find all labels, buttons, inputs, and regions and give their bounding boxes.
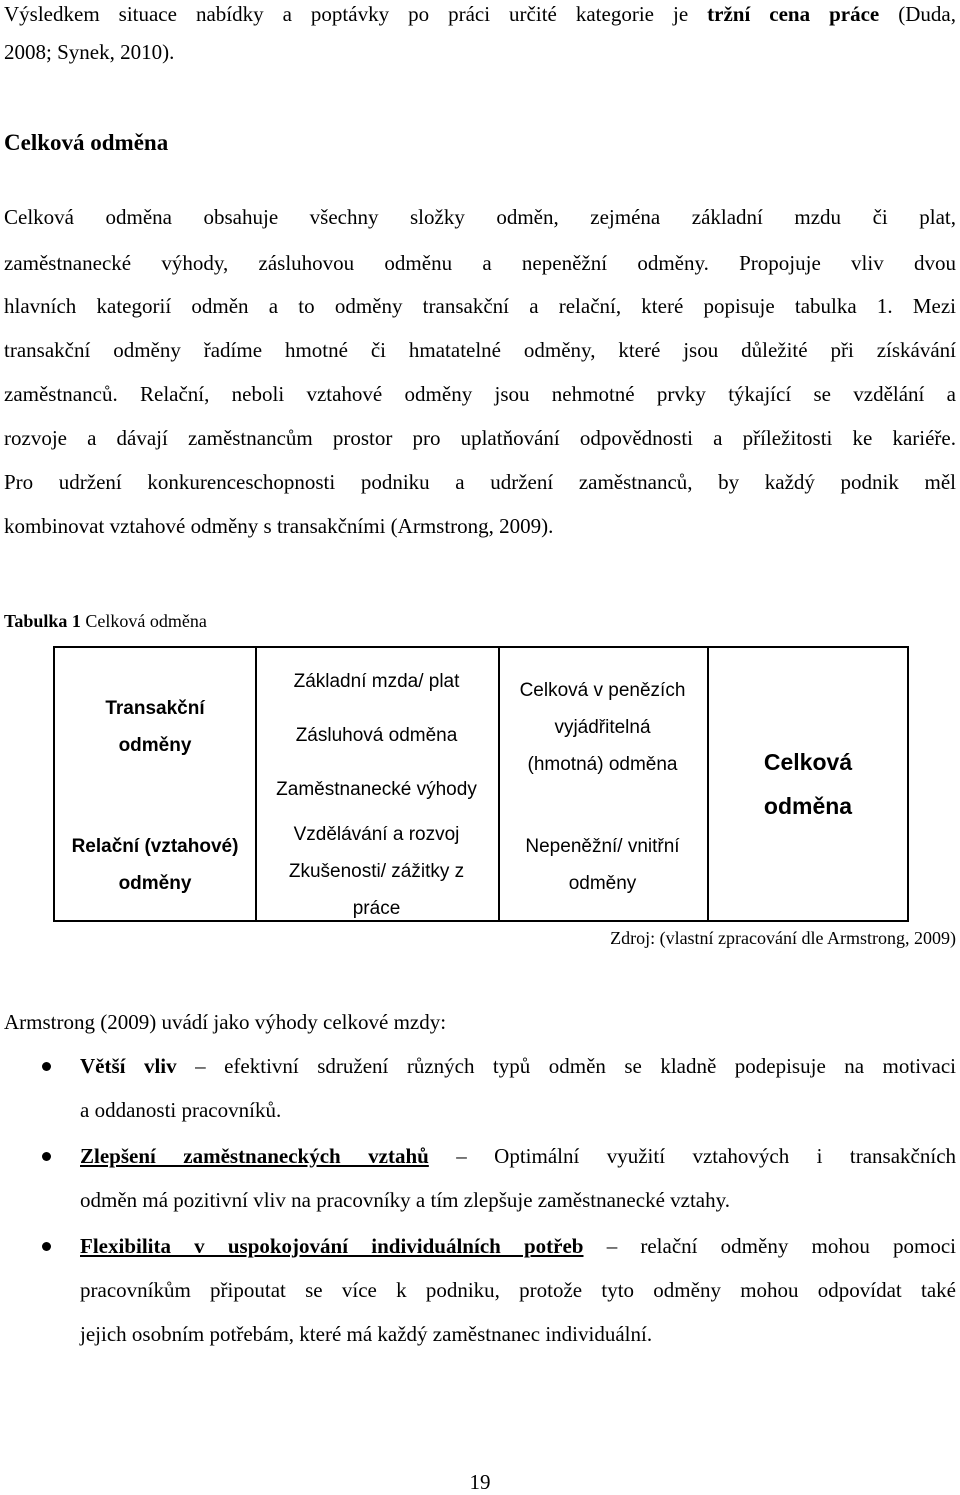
bullet-2-text: – Optimální využití vztahových i transakčních (456, 1144, 957, 1168)
paragraph-line: hlavních kategorií odměn a to odměny transakční a relační, které popisuje tabulka 1. Mezi (4, 294, 956, 318)
paragraph-line: kombinovat vztahové odměny s transakčními (Armstrong, 2009). (4, 514, 554, 538)
nonmonetary-reward-1: Nepeněžní/ vnitřní (525, 836, 680, 857)
intro-text: Výsledkem situace nabídky a poptávky po práci určité kategorie je (4, 2, 689, 26)
monetary-reward-3: (hmotná) odměna (527, 754, 678, 775)
item-education: Vzdělávání a rozvoj (293, 824, 460, 845)
bullet-3-line-2: pracovníkům připoutat se více k podniku, protože tyto odměny mohou odpovídat také (80, 1278, 956, 1302)
paragraph-line: zaměstnanců. Relační, neboli vztahové odměny jsou nehmotné prvky týkající se vzdělání a (4, 382, 956, 406)
bullet-3-title: Flexibilita v uspokojování individuálních potřeb (80, 1234, 584, 1258)
bullet-icon (42, 1062, 51, 1071)
item-base-pay: Základní mzda/ plat (293, 671, 460, 692)
bullet-1-line-1 (80, 1054, 956, 1078)
intro-line-2: 2008; Synek, 2010). (4, 40, 175, 64)
total-reward-2: odměna (763, 793, 853, 819)
item-experience-cont: práce (352, 898, 401, 919)
bullet-3-line-3: jejich osobním potřebám, které má každý zaměstnanec individuální. (80, 1322, 653, 1346)
page-number: 19 (469, 1470, 491, 1494)
paragraph-line: transakční odměny řadíme hmotné či hmatatelné odměny, které jsou důležité při získávání (4, 338, 956, 362)
item-merit-pay: Zásluhová odměna (295, 725, 458, 746)
bullet-1-title: Větší vliv (80, 1054, 177, 1078)
intro-line-1 (4, 2, 956, 26)
monetary-reward-2: vyjádřitelná (554, 717, 651, 738)
bullet-2-line-1 (80, 1144, 956, 1168)
bullet-icon (42, 1242, 51, 1251)
bullet-2-title: Zlepšení zaměstnaneckých vztahů (80, 1144, 429, 1168)
bullet-1-line-2: a oddanosti pracovníků. (80, 1098, 282, 1122)
nonmonetary-reward (498, 828, 707, 902)
transactional-label-1: Transakční (105, 698, 205, 719)
relational-label (55, 828, 255, 902)
list-intro: Armstrong (2009) uvádí jako výhody celkové mzdy: (4, 1010, 447, 1034)
item-experience: Zkušenosti/ zážitky z (288, 861, 465, 882)
transactional-label-2: odměny (118, 735, 192, 756)
bullet-2-line-2: odměn má pozitivní vliv na pracovníky a tím zlepšuje zaměstnanecké vztahy. (80, 1188, 731, 1212)
bullet-icon (42, 1152, 51, 1161)
table-caption-text: Celková odměna (85, 611, 207, 631)
bullet-3-line-1 (80, 1234, 956, 1258)
paragraph-line: zaměstnanecké výhody, zásluhovou odměnu a nepeněžní odměny. Propojuje vliv dvou (4, 251, 956, 275)
bullet-1-text: – efektivní sdružení různých typů odměn se kladně podepisuje na motivaci (195, 1054, 957, 1078)
total-reward-1: Celková (763, 749, 853, 775)
monetary-reward (498, 672, 707, 783)
relational-label-2: odměny (118, 873, 192, 894)
intangible-items (255, 816, 498, 927)
table-caption-label: Tabulka 1 (4, 611, 81, 631)
paragraph-line: rozvoje a dávají zaměstnancům prostor pro uplatňování odpovědnosti a příležitosti ke kariéře. (4, 426, 956, 450)
paragraph-line: Pro udržení konkurenceschopnosti podniku a udržení zaměstnanců, by každý podnik měl (4, 470, 956, 494)
intro-bold-term: tržní cena práce (707, 2, 880, 26)
relational-label-1: Relační (vztahové) (71, 836, 239, 857)
bullet-3-text: – relační odměny mohou pomoci (606, 1234, 957, 1258)
intro-citation: (Duda, (898, 2, 956, 26)
total-reward (707, 740, 909, 828)
transactional-label (55, 690, 255, 764)
monetary-reward-1: Celková v penězích (519, 680, 686, 701)
nonmonetary-reward-2: odměny (568, 873, 637, 894)
tangible-items (255, 655, 498, 817)
paragraph-line: Celková odměna obsahuje všechny složky odměn, zejména základní mzdu či plat, (4, 205, 956, 229)
item-benefits: Zaměstnanecké výhody (276, 779, 477, 800)
table-caption (4, 609, 207, 633)
table-source: Zdroj: (vlastní zpracování dle Armstrong, 2009) (610, 928, 956, 948)
section-heading: Celková odměna (4, 130, 169, 155)
